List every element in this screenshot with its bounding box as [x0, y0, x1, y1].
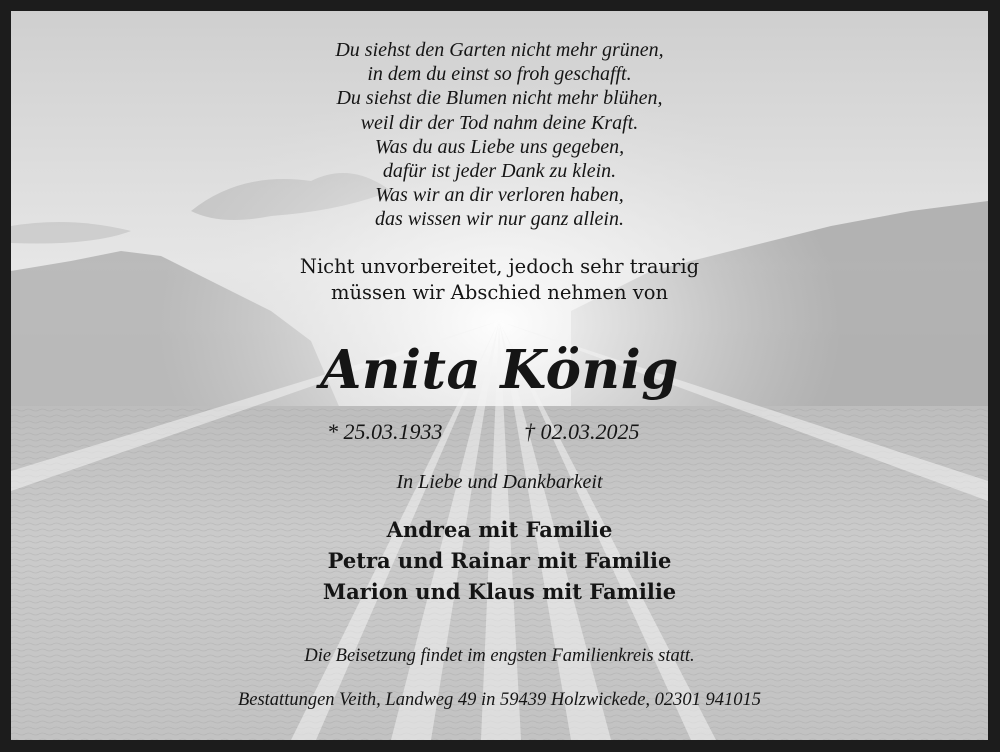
poem-line: dafür ist jeder Dank zu klein.: [382, 160, 617, 183]
poem-line: weil dir der Tod nahm deine Kraft.: [360, 111, 639, 134]
poem-line: Du siehst den Garten nicht mehr grünen,: [335, 39, 664, 61]
obituary-content: [11, 11, 988, 740]
mourners-list: [11, 514, 988, 607]
poem-line: Du siehst die Blumen nicht mehr blühen,: [336, 87, 663, 110]
mourner-entry: Andrea mit Familie: [386, 517, 613, 542]
burial-note: Die Beisetzung findet im engsten Familienkreis statt.: [304, 646, 695, 666]
undertaker-info: Bestattungen Veith, Landweg 49 in 59439 Holzwickede, 02301 941015: [237, 690, 762, 710]
deceased-name: Anita König: [320, 339, 679, 401]
intro-line: müssen wir Abschied nehmen von: [330, 281, 669, 304]
mourner-entry: Petra und Rainar mit Familie: [327, 548, 672, 573]
gratitude-line: In Liebe und Dankbarkeit: [396, 471, 603, 493]
farewell-intro: [11, 254, 988, 306]
poem-line: Was du aus Liebe uns gegeben,: [374, 135, 625, 158]
birth-date: * 25.03.1933: [327, 419, 443, 444]
obituary-card: [11, 11, 988, 740]
mourner-entry: Marion und Klaus mit Familie: [322, 579, 677, 604]
death-date: † 02.03.2025: [524, 419, 640, 444]
poem-line: das wissen wir nur ganz allein.: [375, 208, 624, 231]
memorial-poem: [11, 38, 988, 232]
intro-line: Nicht unvorbereitet, jedoch sehr traurig: [299, 255, 700, 278]
poem-line: Was wir an dir verloren haben,: [375, 184, 624, 207]
poem-line: in dem du einst so froh geschafft.: [367, 63, 632, 86]
